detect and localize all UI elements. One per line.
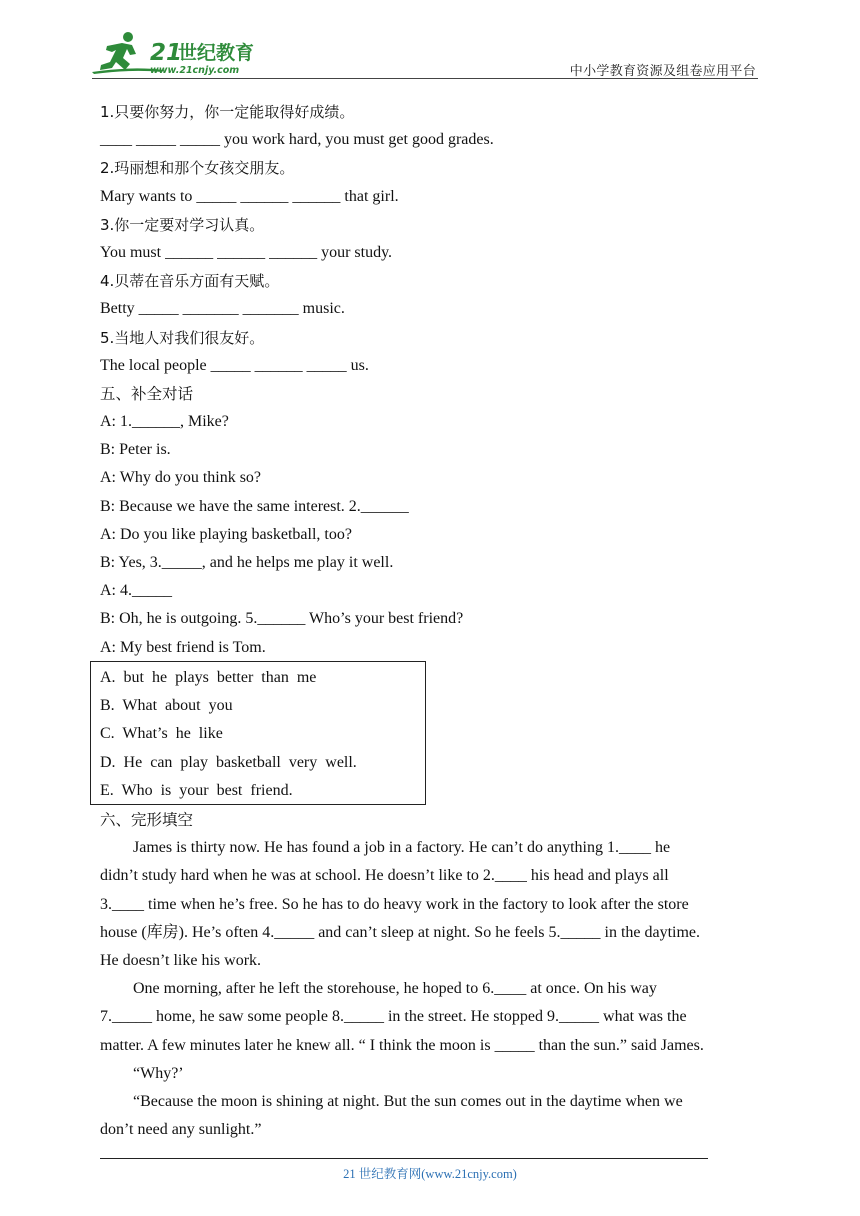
passage-line: 7._____ home, he saw some people 8._____ in the street. He stopped 9._____ what was the [100, 1008, 687, 1026]
dialogue-line: B: Oh, he is outgoing. 5.______ Who’s your best friend? [100, 610, 464, 628]
translation-cn-5: 5.当地人对我们很友好。 [100, 328, 265, 347]
dialogue-line: A: 1.______, Mike? [100, 413, 229, 431]
dialogue-line: A: My best friend is Tom. [100, 638, 266, 656]
translation-cn-1: 1.只要你努力，你一定能取得好成绩。 [100, 103, 355, 121]
dialogue-line: A: 4._____ [100, 582, 172, 600]
dialogue-line: A: Do you like playing basketball, too? [100, 525, 352, 543]
svg-text:21: 21 [150, 40, 183, 66]
passage-line: “Because the moon is shining at night. But the sun comes out in the daytime when we [133, 1092, 683, 1110]
passage-line: One morning, after he left the storehouse, he hoped to 6.____ at once. On his way [133, 980, 657, 998]
option-c: C. What’s he like [100, 725, 223, 743]
header-divider [92, 78, 758, 79]
svg-text:www.21cnjy.com: www.21cnjy.com [150, 65, 240, 76]
passage-line: don’t need any sunlight.” [100, 1121, 262, 1139]
dialogue-line: A: Why do you think so? [100, 469, 262, 487]
option-d: D. He can play basketball very well. [100, 753, 357, 771]
dialogue-line: B: Because we have the same interest. 2.______ [100, 497, 409, 515]
cloze-passage [100, 811, 758, 1144]
options-list [100, 664, 357, 805]
dialogue-line: B: Yes, 3._____, and he helps me play it well. [100, 554, 394, 571]
translation-en-5: The local people _____ ______ _____ us. [100, 356, 369, 374]
footer-divider [100, 1158, 708, 1159]
site-logo [92, 28, 267, 78]
passage-line: matter. A few minutes later he knew all. “ I think the moon is _____ than the sun.” said James. [100, 1036, 704, 1054]
main-content [100, 98, 760, 662]
translation-en-1: ____ _____ _____ you work hard, you must get good grades. [100, 131, 494, 149]
translation-cn-2: 2.玛丽想和那个女孩交朋友。 [100, 159, 295, 178]
footer-text: 21 世纪教育网(www.21cnjy.com) [343, 1167, 517, 1181]
dialogue-line: B: Peter is. [100, 441, 171, 459]
passage-line: didn’t study hard when he was at school. He doesn’t like to 2.____ his head and plays all [100, 867, 669, 885]
svg-text:世纪教育: 世纪教育 [178, 42, 255, 64]
section-5-title: 五、补全对话 [100, 384, 194, 403]
option-b: B. What about you [100, 697, 233, 715]
passage-line: James is thirty now. He has found a job in a factory. He can’t do anything 1.____ he [133, 839, 671, 857]
passage-line: He doesn’t like his work. [100, 951, 262, 969]
translation-cn-3: 3.你一定要对学习认真。 [100, 215, 265, 234]
translation-cn-4: 4.贝蒂在音乐方面有天赋。 [100, 272, 280, 291]
passage-line: 3.____ time when he’s free. So he has to do heavy work in the factory to look after the store [100, 895, 689, 913]
translation-en-3: You must ______ ______ ______ your study. [100, 243, 393, 261]
page-header [92, 28, 758, 80]
passage-line: “Why?’ [133, 1064, 184, 1082]
translation-en-4: Betty _____ _______ _______ music. [100, 300, 345, 318]
translation-en-2: Mary wants to _____ ______ ______ that girl. [100, 187, 399, 205]
header-platform-text: 中小学教育资源及组卷应用平台 [569, 64, 756, 79]
passage-line: house (库房). He’s often 4._____ and can’t sleep at night. So he feels 5._____ in the daytime. [100, 923, 701, 941]
option-e: E. Who is your best friend. [100, 781, 293, 799]
option-a: A. but he plays better than me [100, 669, 317, 686]
section-6-title: 六、完形填空 [100, 811, 194, 829]
